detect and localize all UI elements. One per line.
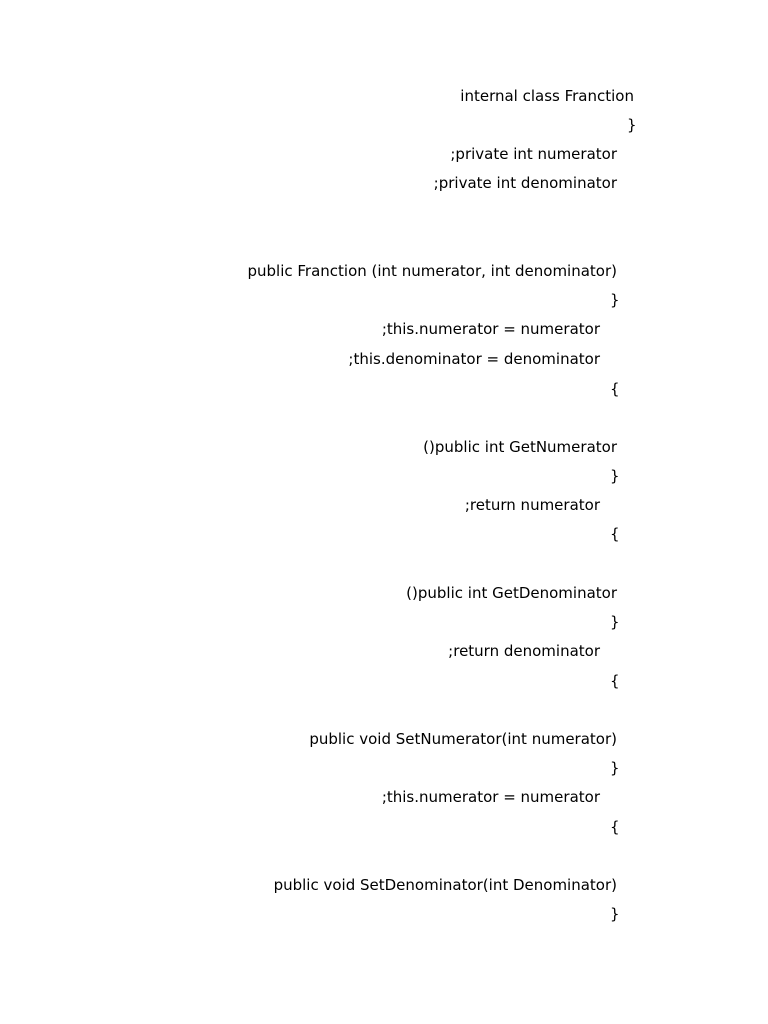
code-line: } [610, 291, 620, 309]
code-line: ()public int GetNumerator [423, 438, 617, 456]
code-line: { [610, 525, 620, 543]
code-line: { [610, 672, 620, 690]
code-line: ;this.denominator = denominator [348, 350, 600, 368]
code-line: ;this.numerator = numerator [381, 788, 600, 806]
code-line: { [610, 380, 620, 398]
code-line: { [610, 818, 620, 836]
code-line: public void SetDenominator(int Denominator) [273, 876, 617, 894]
code-line: } [610, 905, 620, 923]
code-line: ()public int GetDenominator [406, 584, 617, 602]
code-line: ;this.numerator = numerator [381, 320, 600, 338]
code-line: ;private int numerator [450, 145, 617, 163]
code-line: ;private int denominator [433, 174, 617, 192]
code-line: public Franction (int numerator, int denominator) [247, 262, 617, 280]
code-line: } [627, 116, 637, 134]
code-line: public void SetNumerator(int numerator) [309, 730, 617, 748]
code-line: } [610, 613, 620, 631]
code-line: internal class Franction [460, 87, 634, 105]
code-line: ;return numerator [464, 496, 600, 514]
code-line: } [610, 467, 620, 485]
code-line: } [610, 759, 620, 777]
code-line: ;return denominator [448, 642, 600, 660]
